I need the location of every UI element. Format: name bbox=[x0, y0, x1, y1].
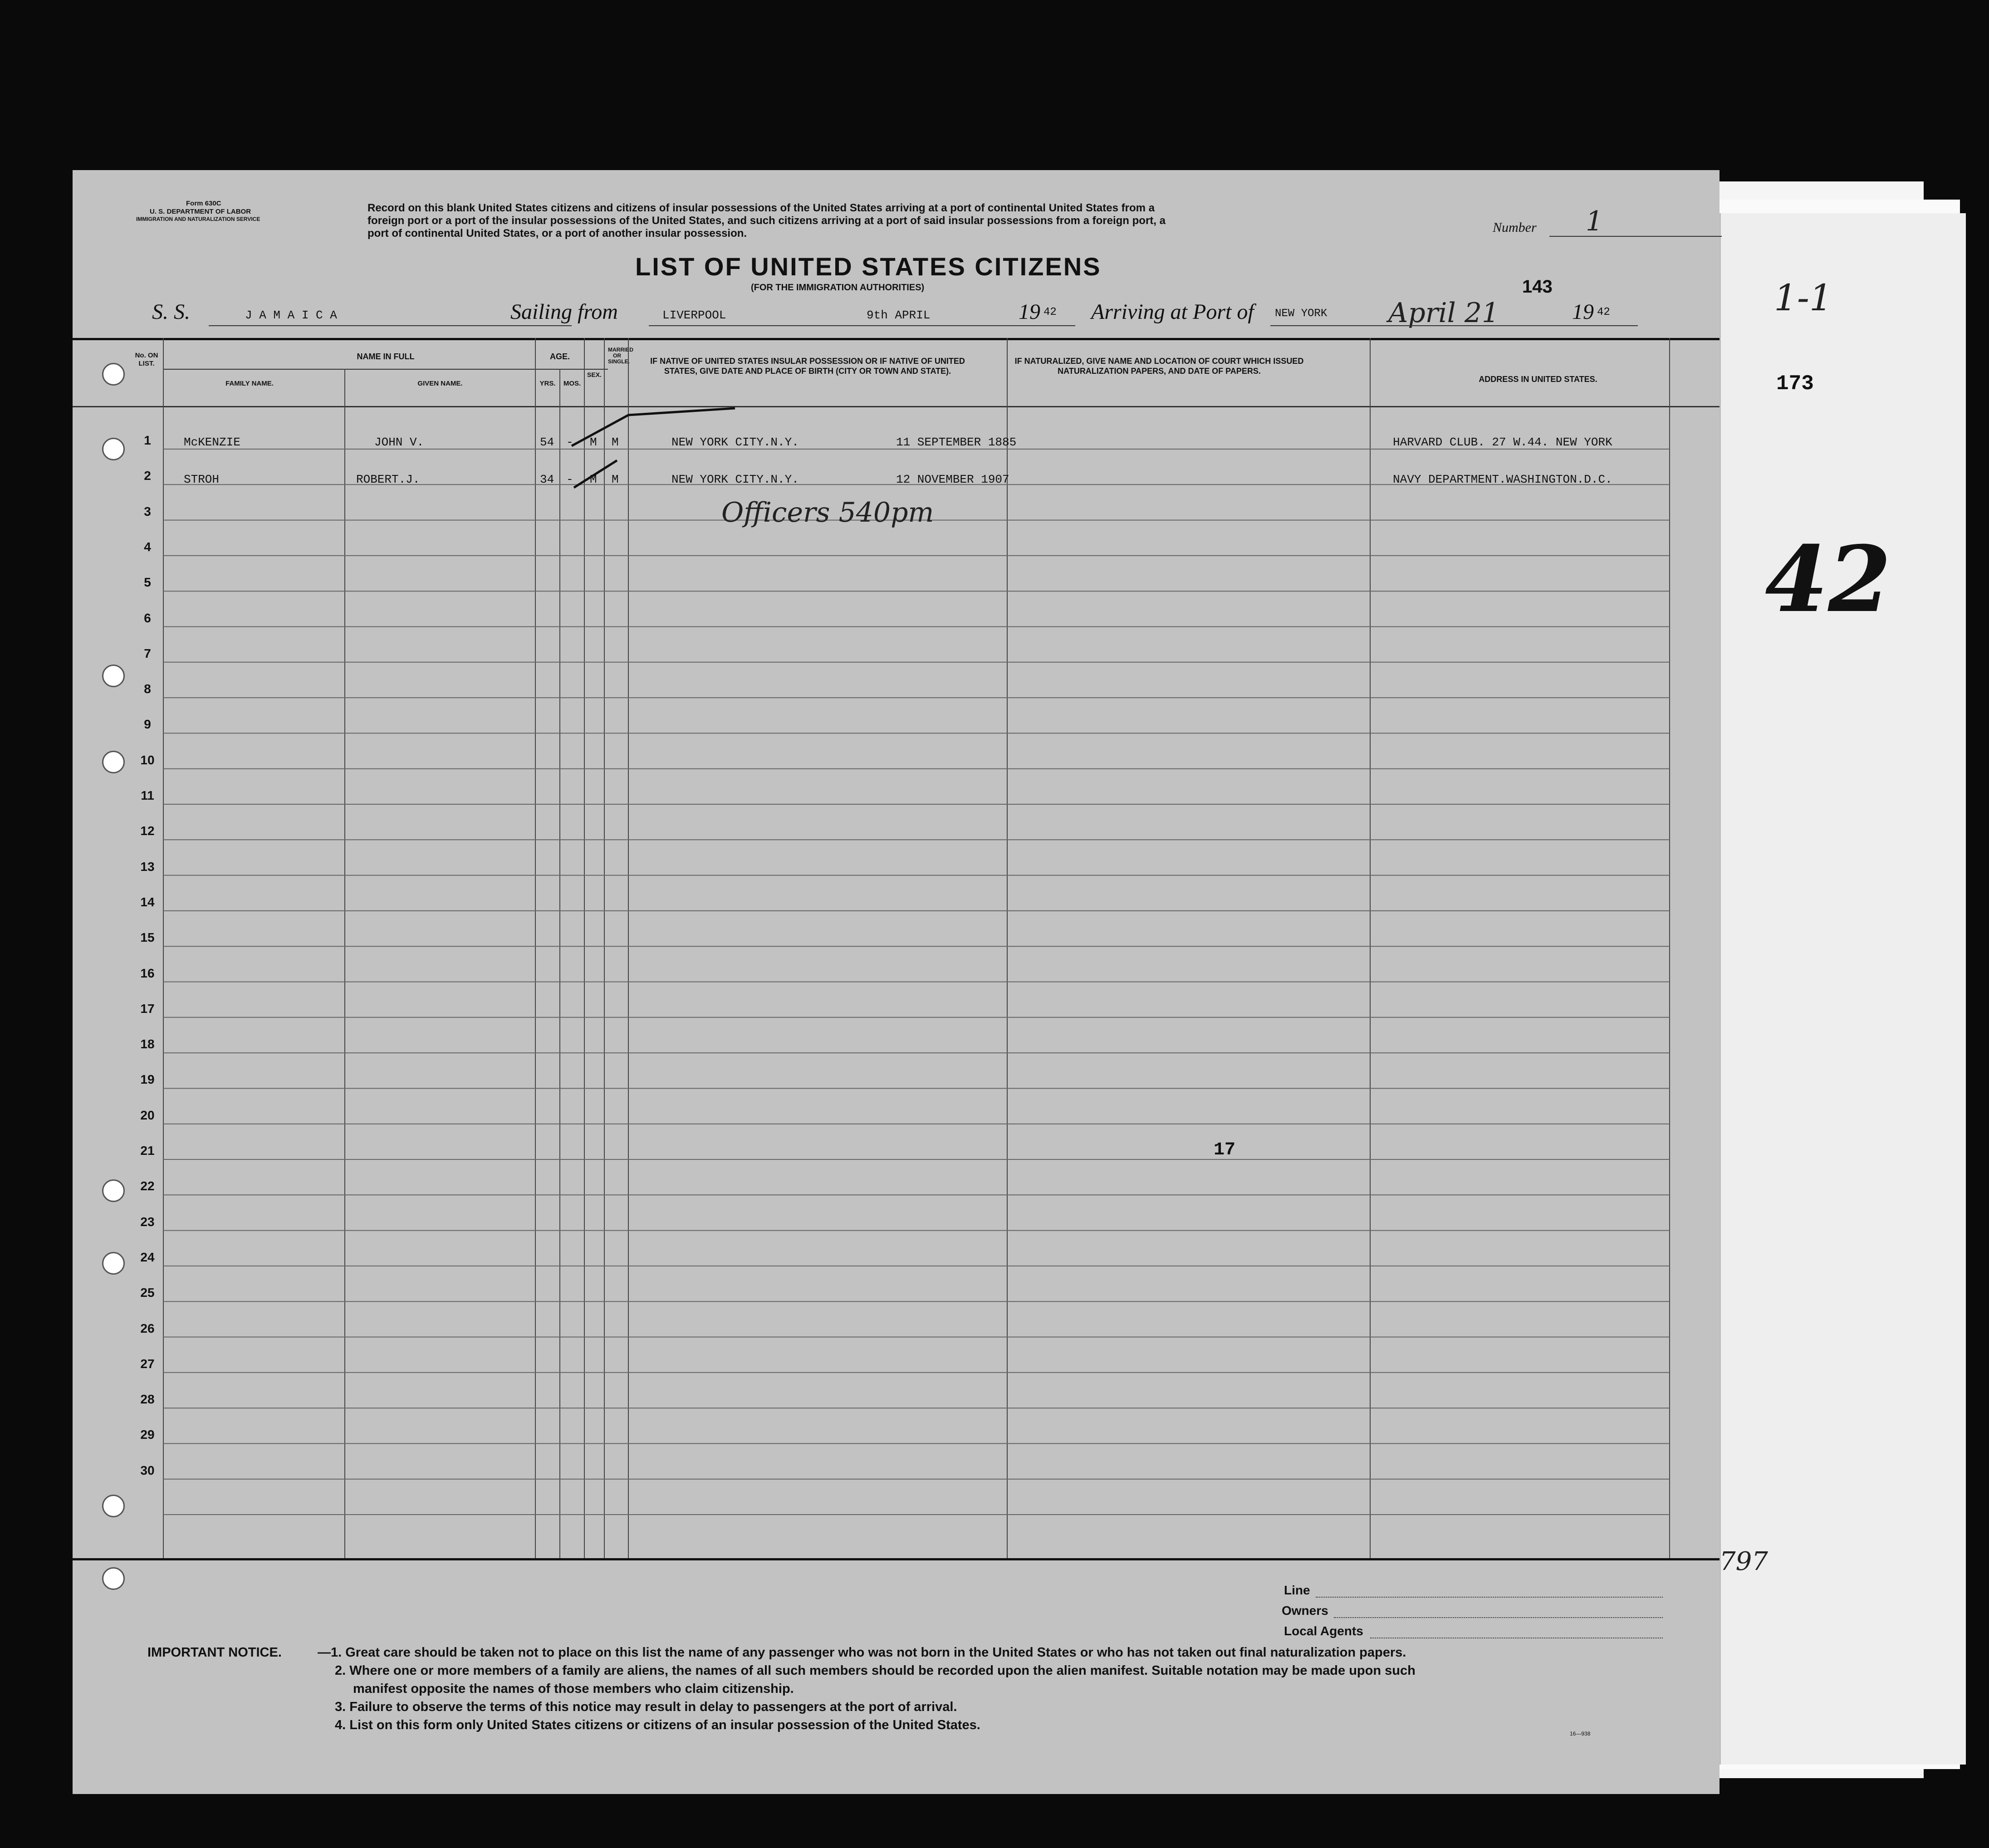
row-number: 22 bbox=[140, 1179, 155, 1193]
row-number: 26 bbox=[140, 1321, 155, 1335]
row-number: 7 bbox=[144, 646, 151, 660]
notice-item: manifest opposite the names of those members who claim citizenship. bbox=[353, 1682, 794, 1696]
row-number: 8 bbox=[144, 682, 151, 696]
punch-hole bbox=[102, 1179, 125, 1202]
punch-hole bbox=[102, 751, 125, 773]
row-1-address: HARVARD CLUB. 27 W.44. NEW YORK bbox=[1393, 435, 1612, 449]
row-1-yrs: 54 bbox=[540, 435, 554, 449]
row-number: 28 bbox=[140, 1392, 155, 1407]
row-number: 17 bbox=[140, 1001, 155, 1016]
col-header-name: NAME IN FULL bbox=[357, 352, 415, 361]
row-number: 30 bbox=[140, 1463, 155, 1477]
agents-label: Local Agents bbox=[1284, 1624, 1363, 1638]
row-number: 12 bbox=[140, 824, 155, 838]
row-1-birth-date: 11 SEPTEMBER 1885 bbox=[896, 435, 1017, 449]
col-header-mos: MOS. bbox=[563, 380, 581, 387]
page-stamp: 143 bbox=[1522, 277, 1553, 297]
row-2-yrs: 34 bbox=[540, 473, 554, 486]
form-sheet bbox=[73, 170, 1720, 1794]
notice-list bbox=[318, 1643, 1670, 1734]
notice-item: 2. Where one or more members of a family are aliens, the names of all such members should be recorded upon the alien manifest. Suitable notation may be made upon such bbox=[335, 1663, 1416, 1678]
row-number: 25 bbox=[140, 1286, 155, 1300]
punch-hole bbox=[102, 1252, 125, 1275]
punch-hole bbox=[102, 1567, 125, 1590]
row-1-family: McKENZIE bbox=[184, 435, 240, 449]
year-prefix-to: 19 bbox=[1572, 300, 1594, 324]
row-2-given: ROBERT.J. bbox=[356, 473, 420, 486]
row-2-address: NAVY DEPARTMENT.WASHINGTON.D.C. bbox=[1393, 473, 1612, 486]
print-code: 16—938 bbox=[1570, 1731, 1591, 1737]
row-number: 6 bbox=[144, 611, 151, 625]
notice-item: 4. List on this form only United States citizens or citizens of an insular possession of the United States. bbox=[335, 1718, 980, 1732]
row-1-sex: M bbox=[590, 435, 597, 449]
row-2-birth-date: 12 NOVEMBER 1907 bbox=[896, 473, 1009, 486]
instruction-line: Record on this blank United States citizens and citizens of insular possessions of the United States arriving at a port of continental United States from a bbox=[367, 202, 1155, 214]
row-number: 4 bbox=[144, 539, 151, 554]
row-number: 3 bbox=[144, 504, 151, 518]
row-number: 5 bbox=[144, 575, 151, 590]
form-number: Form 630C bbox=[186, 200, 221, 207]
row-number: 24 bbox=[140, 1250, 155, 1264]
department-name: U. S. DEPARTMENT OF LABOR bbox=[150, 208, 251, 215]
col-header-yrs: YRS. bbox=[539, 380, 556, 387]
line-field bbox=[1316, 1597, 1663, 1598]
row-number: 16 bbox=[140, 966, 155, 980]
row-1-married: M bbox=[612, 435, 619, 449]
side-stamp: 173 bbox=[1776, 372, 1814, 396]
owners-label: Owners bbox=[1282, 1604, 1328, 1618]
arriving-label: Arriving at Port of bbox=[1091, 300, 1254, 324]
form-title: LIST OF UNITED STATES CITIZENS bbox=[635, 252, 1102, 281]
row-number: 27 bbox=[140, 1356, 155, 1371]
col-header-address: ADDRESS IN UNITED STATES. bbox=[1479, 375, 1597, 384]
row-lines bbox=[163, 449, 1670, 1515]
col-header-naturalized: IF NATURALIZED, GIVE NAME AND LOCATION OF COURT WHICH ISSUED NATURALIZATION PAPERS, AND DATE OF PAPERS. bbox=[1014, 357, 1304, 376]
punch-hole bbox=[102, 1495, 125, 1517]
notice-item: 3. Failure to observe the terms of this notice may result in delay to passengers at the port of arrival. bbox=[335, 1700, 957, 1714]
instruction-line: port of continental United States, or a port of another insular possession. bbox=[367, 227, 747, 240]
col-header-given: GIVEN NAME. bbox=[417, 380, 463, 387]
arrival-date: April 21 bbox=[1388, 297, 1499, 329]
row-number: 9 bbox=[144, 717, 151, 732]
row-1-mos: - bbox=[566, 435, 573, 449]
row-number: 15 bbox=[140, 930, 155, 945]
col-header-age: AGE. bbox=[549, 352, 570, 361]
row-2-family: STROH bbox=[184, 473, 220, 486]
side-mark-1-1: 1-1 bbox=[1774, 277, 1832, 319]
row-number: 2 bbox=[144, 469, 151, 483]
row-number: 13 bbox=[140, 859, 155, 874]
row-2-mos: - bbox=[566, 473, 573, 486]
row-number: 23 bbox=[140, 1214, 155, 1229]
year-from: 42 bbox=[1043, 306, 1057, 318]
line-label: Line bbox=[1284, 1583, 1310, 1597]
col-header-no: No. ON LIST. bbox=[135, 352, 158, 367]
owners-field bbox=[1334, 1617, 1663, 1618]
row-1-given: JOHN V. bbox=[374, 435, 424, 449]
notice-title: IMPORTANT NOTICE. bbox=[147, 1645, 282, 1660]
col-header-married: MARRIED OR SINGLE. bbox=[608, 347, 633, 365]
sailing-label: Sailing from bbox=[510, 300, 618, 324]
service-name: IMMIGRATION AND NATURALIZATION SERVICE bbox=[136, 216, 260, 222]
col-header-birth: IF NATIVE OF UNITED STATES INSULAR POSSESSION OR IF NATIVE OF UNITED STATES, GIVE DATE AND PLACE OF BIRTH (CITY OR TOWN AND STATE). bbox=[650, 357, 965, 376]
row-number: 21 bbox=[140, 1144, 155, 1158]
row-2-birth-place: NEW YORK CITY.N.Y. bbox=[671, 473, 799, 486]
ss-label: S. S. bbox=[152, 300, 190, 324]
form-subtitle: (FOR THE IMMIGRATION AUTHORITIES) bbox=[751, 283, 925, 293]
port-to: NEW YORK bbox=[1275, 308, 1328, 320]
row-1-birth-place: NEW YORK CITY.N.Y. bbox=[671, 435, 799, 449]
underlying-page-3 bbox=[1720, 213, 1966, 1765]
notice-item: —1. Great care should be taken not to place on this list the name of any passenger who was not born in the United States or who has not taken out final naturalization papers. bbox=[318, 1645, 1406, 1660]
year-to: 42 bbox=[1597, 306, 1610, 318]
ship-name: J A M A I C A bbox=[245, 308, 337, 322]
date-from: 9th APRIL bbox=[867, 308, 931, 322]
punch-hole bbox=[102, 665, 125, 687]
row-number: 10 bbox=[140, 753, 155, 767]
instruction-line: foreign port or a port of the insular possessions of the United States, and such citizens arriving at a port of said insular possessions from a foreign port, a bbox=[367, 215, 1166, 227]
punch-hole bbox=[102, 363, 125, 386]
row-number: 19 bbox=[140, 1072, 155, 1087]
center-number: 17 bbox=[1214, 1140, 1236, 1160]
side-handwritten-42: 42 bbox=[1765, 526, 1891, 633]
year-prefix-from: 19 bbox=[1019, 300, 1040, 324]
row-2-sex: M bbox=[590, 473, 597, 486]
number-label: Number bbox=[1493, 220, 1537, 235]
handwritten-note: Officers 540pm bbox=[721, 497, 934, 528]
row-number: 11 bbox=[141, 788, 154, 802]
row-number: 20 bbox=[140, 1108, 155, 1122]
col-header-family: FAMILY NAME. bbox=[225, 380, 274, 387]
row-number: 18 bbox=[140, 1037, 155, 1051]
number-value: 1 bbox=[1586, 205, 1603, 237]
col-header-sex: SEX. bbox=[587, 371, 602, 378]
row-number: 1 bbox=[144, 433, 151, 447]
port-from: LIVERPOOL bbox=[662, 308, 726, 322]
row-number: 14 bbox=[140, 895, 155, 909]
punch-hole bbox=[102, 438, 125, 460]
row-2-married: M bbox=[612, 473, 619, 486]
table-grid bbox=[73, 170, 1720, 1794]
row-number: 29 bbox=[140, 1428, 155, 1442]
side-handwritten-797: 797 bbox=[1720, 1547, 1768, 1576]
